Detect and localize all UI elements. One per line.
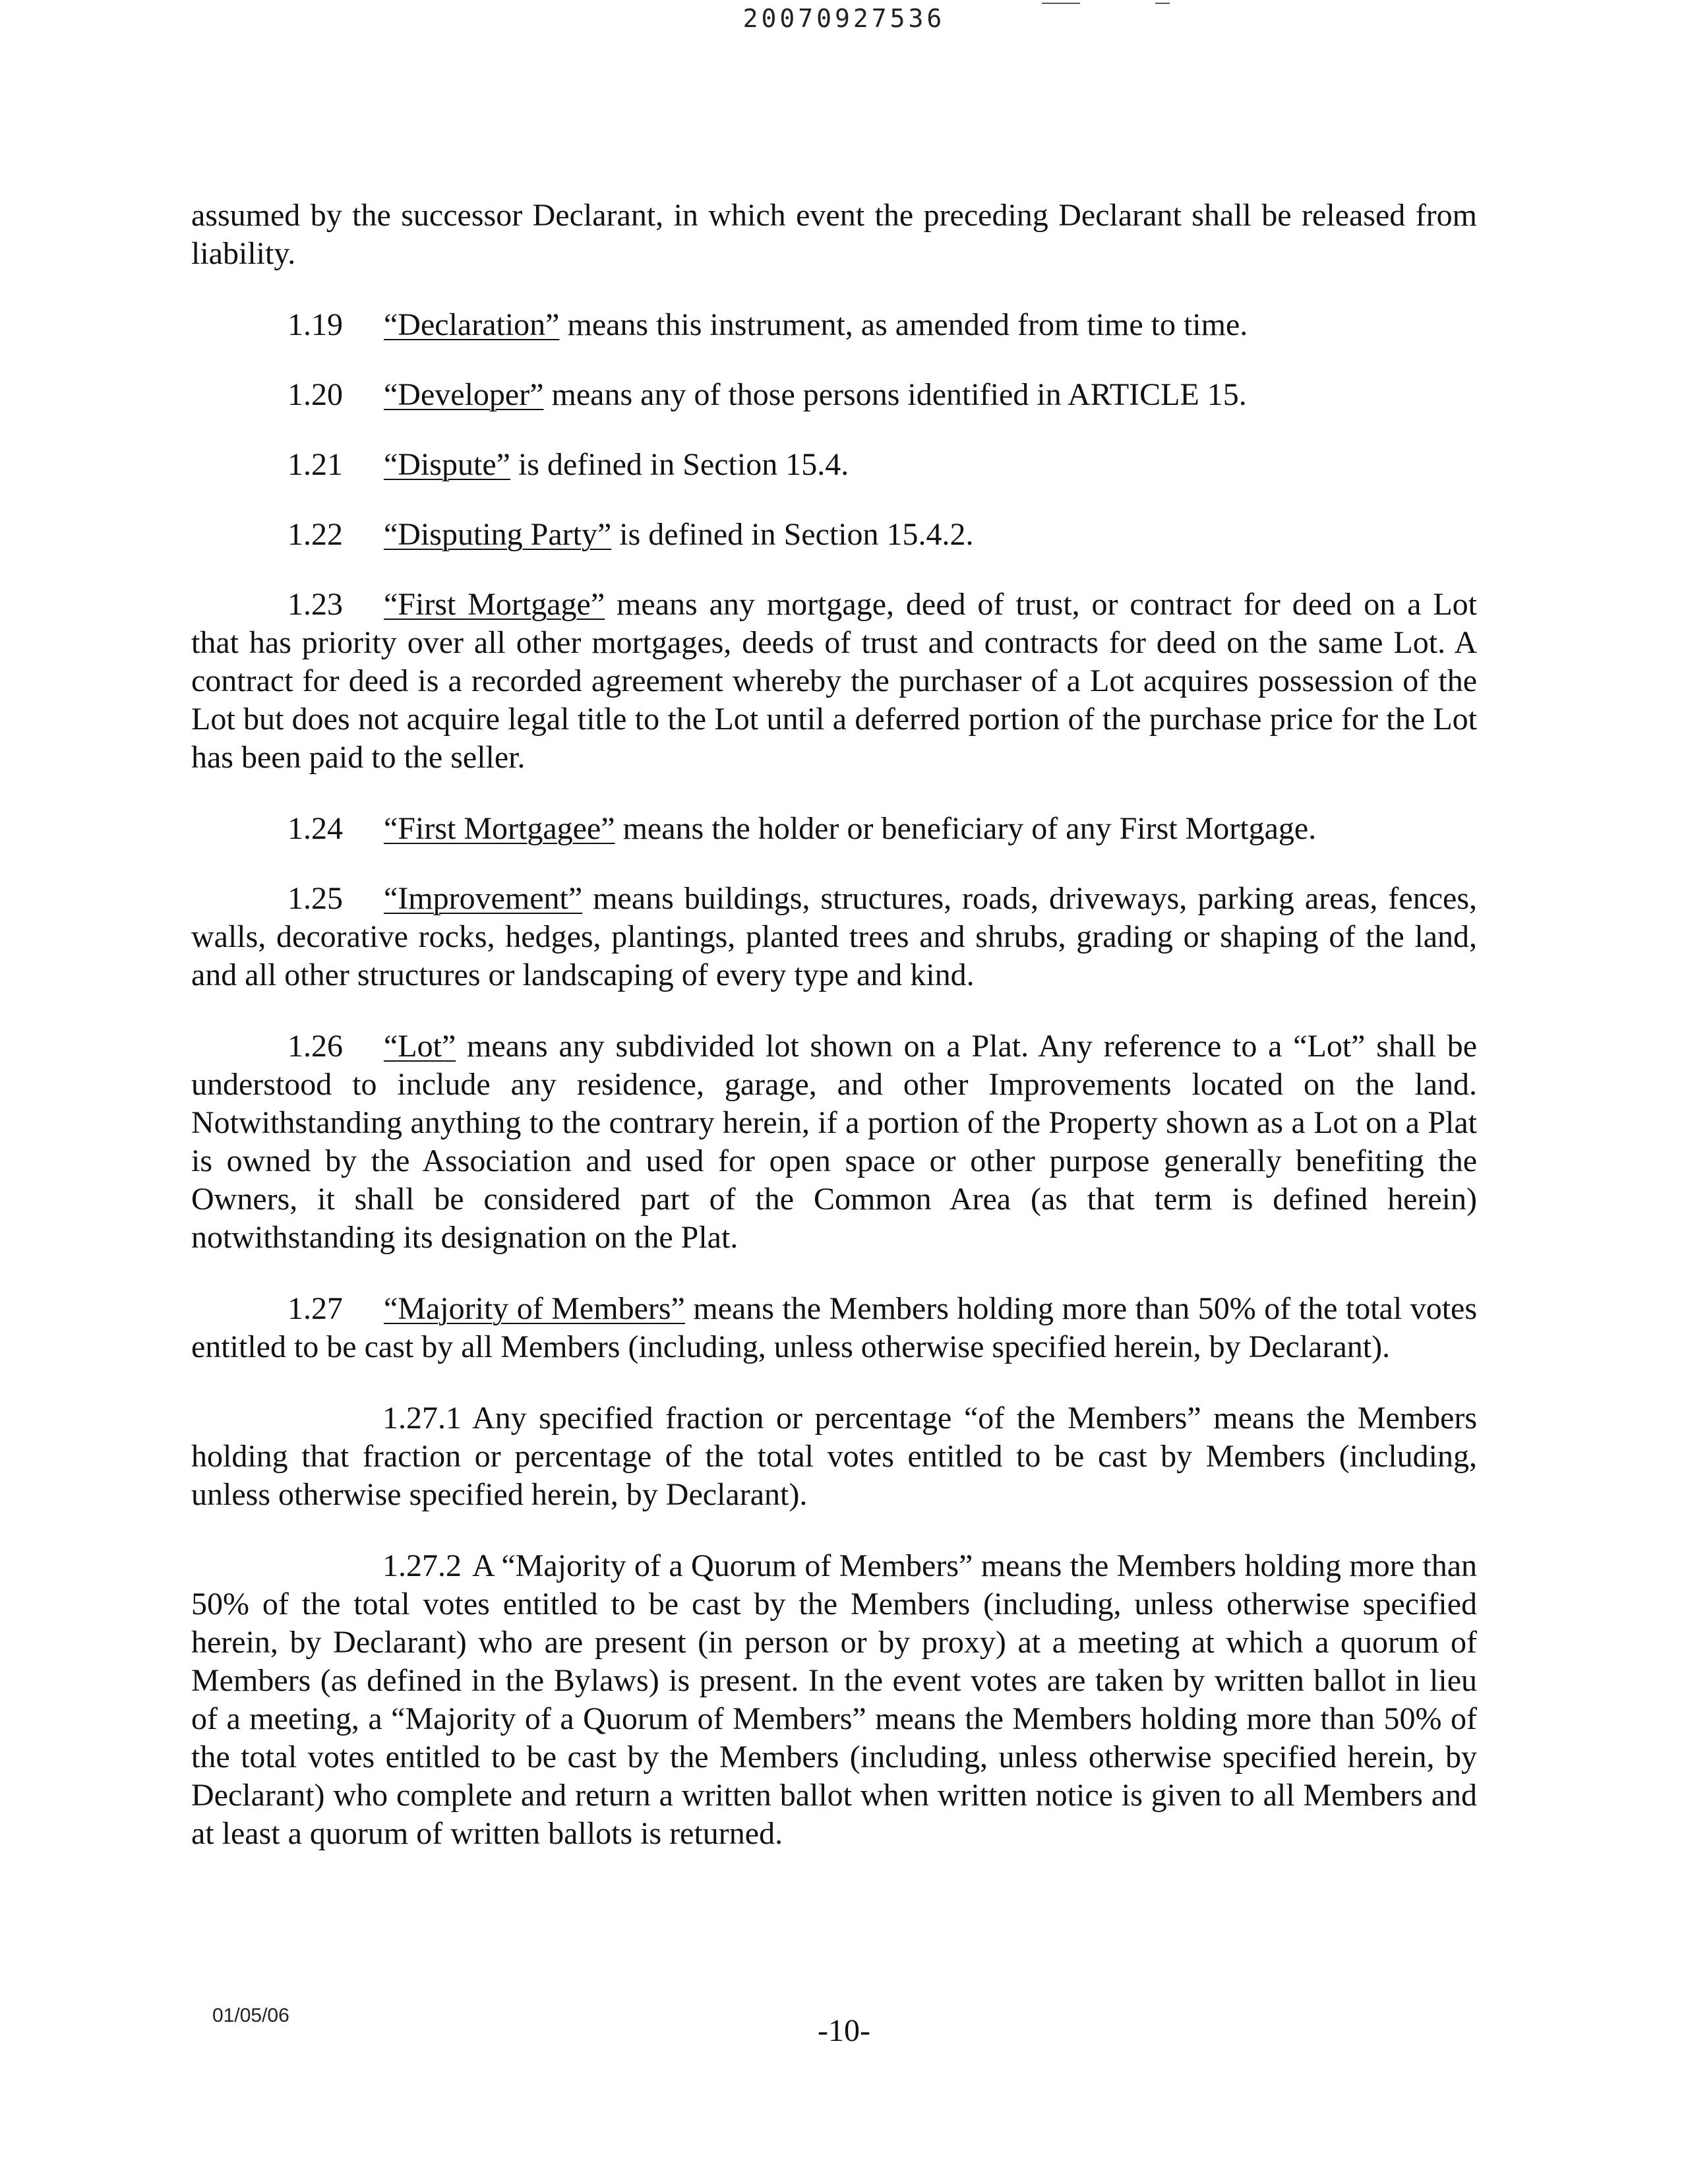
page-number: -10- bbox=[818, 2013, 870, 2048]
scan-artifact-line bbox=[1042, 3, 1080, 4]
document-body bbox=[191, 197, 1477, 1886]
defined-term: “Lot” bbox=[384, 1029, 456, 1064]
definition-1-26 bbox=[191, 1027, 1477, 1257]
defined-term: “Disputing Party” bbox=[384, 517, 612, 552]
definition-1-24 bbox=[191, 810, 1477, 848]
section-number: 1.26 bbox=[287, 1029, 343, 1064]
footer-date: 01/05/06 bbox=[212, 2005, 289, 2026]
section-number: 1.23 bbox=[287, 587, 343, 622]
defined-term: “First Mortgage” bbox=[384, 587, 605, 622]
recording-number: 20070927536 bbox=[742, 4, 946, 33]
definition-1-23 bbox=[191, 586, 1477, 777]
defined-term: “Improvement” bbox=[384, 881, 583, 916]
section-number: 1.27 bbox=[287, 1291, 343, 1326]
defined-term: “Declaration” bbox=[384, 307, 560, 342]
definition-text: means buildings, structures, roads, driveways, parking areas, fences, walls, decorative rocks, hedges, plantings, planted trees and shrubs, grading or shaping of the land, and all other structures or landscaping of every type and kind. bbox=[191, 881, 1477, 992]
definition-text: is defined in Section 15.4.2. bbox=[611, 517, 974, 552]
definition-1-25 bbox=[191, 880, 1477, 994]
subsection-text: A “Majority of a Quorum of Members” means the Members holding more than 50% of the total votes entitled to be cast by the Members (including, unless otherwise specified herein, by Declarant) who are present (in person or by proxy) at a meeting at which a quorum of Members (as defined in the Bylaws) is present. In the event votes are taken by written ballot in lieu of a meeting, a “Majority of a Quorum of Members” means the Members holding more than 50% of the total votes entitled to be cast by the Members (including, unless otherwise specified herein, by Declarant) who complete and return a written ballot when written notice is given to all Members and at least a quorum of written ballots is returned. bbox=[191, 1548, 1477, 1851]
subsection-text: Any specified fraction or percentage “of the Members” means the Members holding that fraction or percentage of the total votes entitled to be cast by Members (including, unless otherwise specified herein, by Declarant). bbox=[191, 1401, 1477, 1512]
section-number: 1.21 bbox=[287, 447, 343, 482]
definition-1-19 bbox=[191, 306, 1477, 344]
scan-artifact-line bbox=[1155, 3, 1170, 4]
section-number: 1.20 bbox=[287, 377, 343, 412]
paragraph-continuation: assumed by the successor Declarant, in which event the preceding Declarant shall be released from liability. bbox=[191, 198, 1477, 271]
defined-term: “First Mortgagee” bbox=[384, 811, 615, 846]
definition-text: means the Members holding more than 50% of the total votes entitled to be cast by all Members (including, unless otherwise specified herein, by Declarant). bbox=[191, 1291, 1478, 1364]
defined-term: “Dispute” bbox=[384, 447, 510, 482]
definition-1-22 bbox=[191, 516, 1477, 554]
section-number: 1.25 bbox=[287, 881, 343, 916]
definition-1-21 bbox=[191, 446, 1477, 484]
section-number: 1.27.1 bbox=[382, 1401, 462, 1436]
definition-text: means this instrument, as amended from time to time. bbox=[559, 307, 1248, 342]
defined-term: “Majority of Members” bbox=[384, 1291, 685, 1326]
definition-1-27 bbox=[191, 1290, 1477, 1366]
definition-text: is defined in Section 15.4. bbox=[510, 447, 849, 482]
definition-1-20 bbox=[191, 376, 1477, 414]
section-number: 1.24 bbox=[287, 811, 343, 846]
definition-text: means any subdivided lot shown on a Plat. Any reference to a “Lot” shall be understood to include any residence, garage, and other Improvements located on the land. Notwithstanding anything to the contrary herein, if a portion of the Property shown as a Lot on a Plat is owned by the Association and used for open space or other purpose generally benefiting the Owners, it shall be considered part of the Common Area (as that term is defined herein) notwithstanding its designation on the Plat. bbox=[191, 1029, 1477, 1255]
section-number: 1.19 bbox=[287, 307, 343, 342]
subsection-1-27-1 bbox=[191, 1399, 1477, 1514]
section-number: 1.22 bbox=[287, 517, 343, 552]
section-number: 1.27.2 bbox=[382, 1548, 462, 1583]
definition-text: means any of those persons identified in ARTICLE 15. bbox=[543, 377, 1247, 412]
subsection-1-27-2 bbox=[191, 1547, 1477, 1853]
definition-text: means any mortgage, deed of trust, or contract for deed on a Lot that has priority over all other mortgages, deeds of trust and contracts for deed on the same Lot. A contract for deed is a recorded agreement whereby the purchaser of a Lot acquires possession of the Lot but does not acquire legal title to the Lot until a deferred portion of the purchase price for the Lot has been paid to the seller. bbox=[191, 587, 1478, 775]
defined-term: “Developer” bbox=[384, 377, 544, 412]
definition-text: means the holder or beneficiary of any First Mortgage. bbox=[615, 811, 1317, 846]
